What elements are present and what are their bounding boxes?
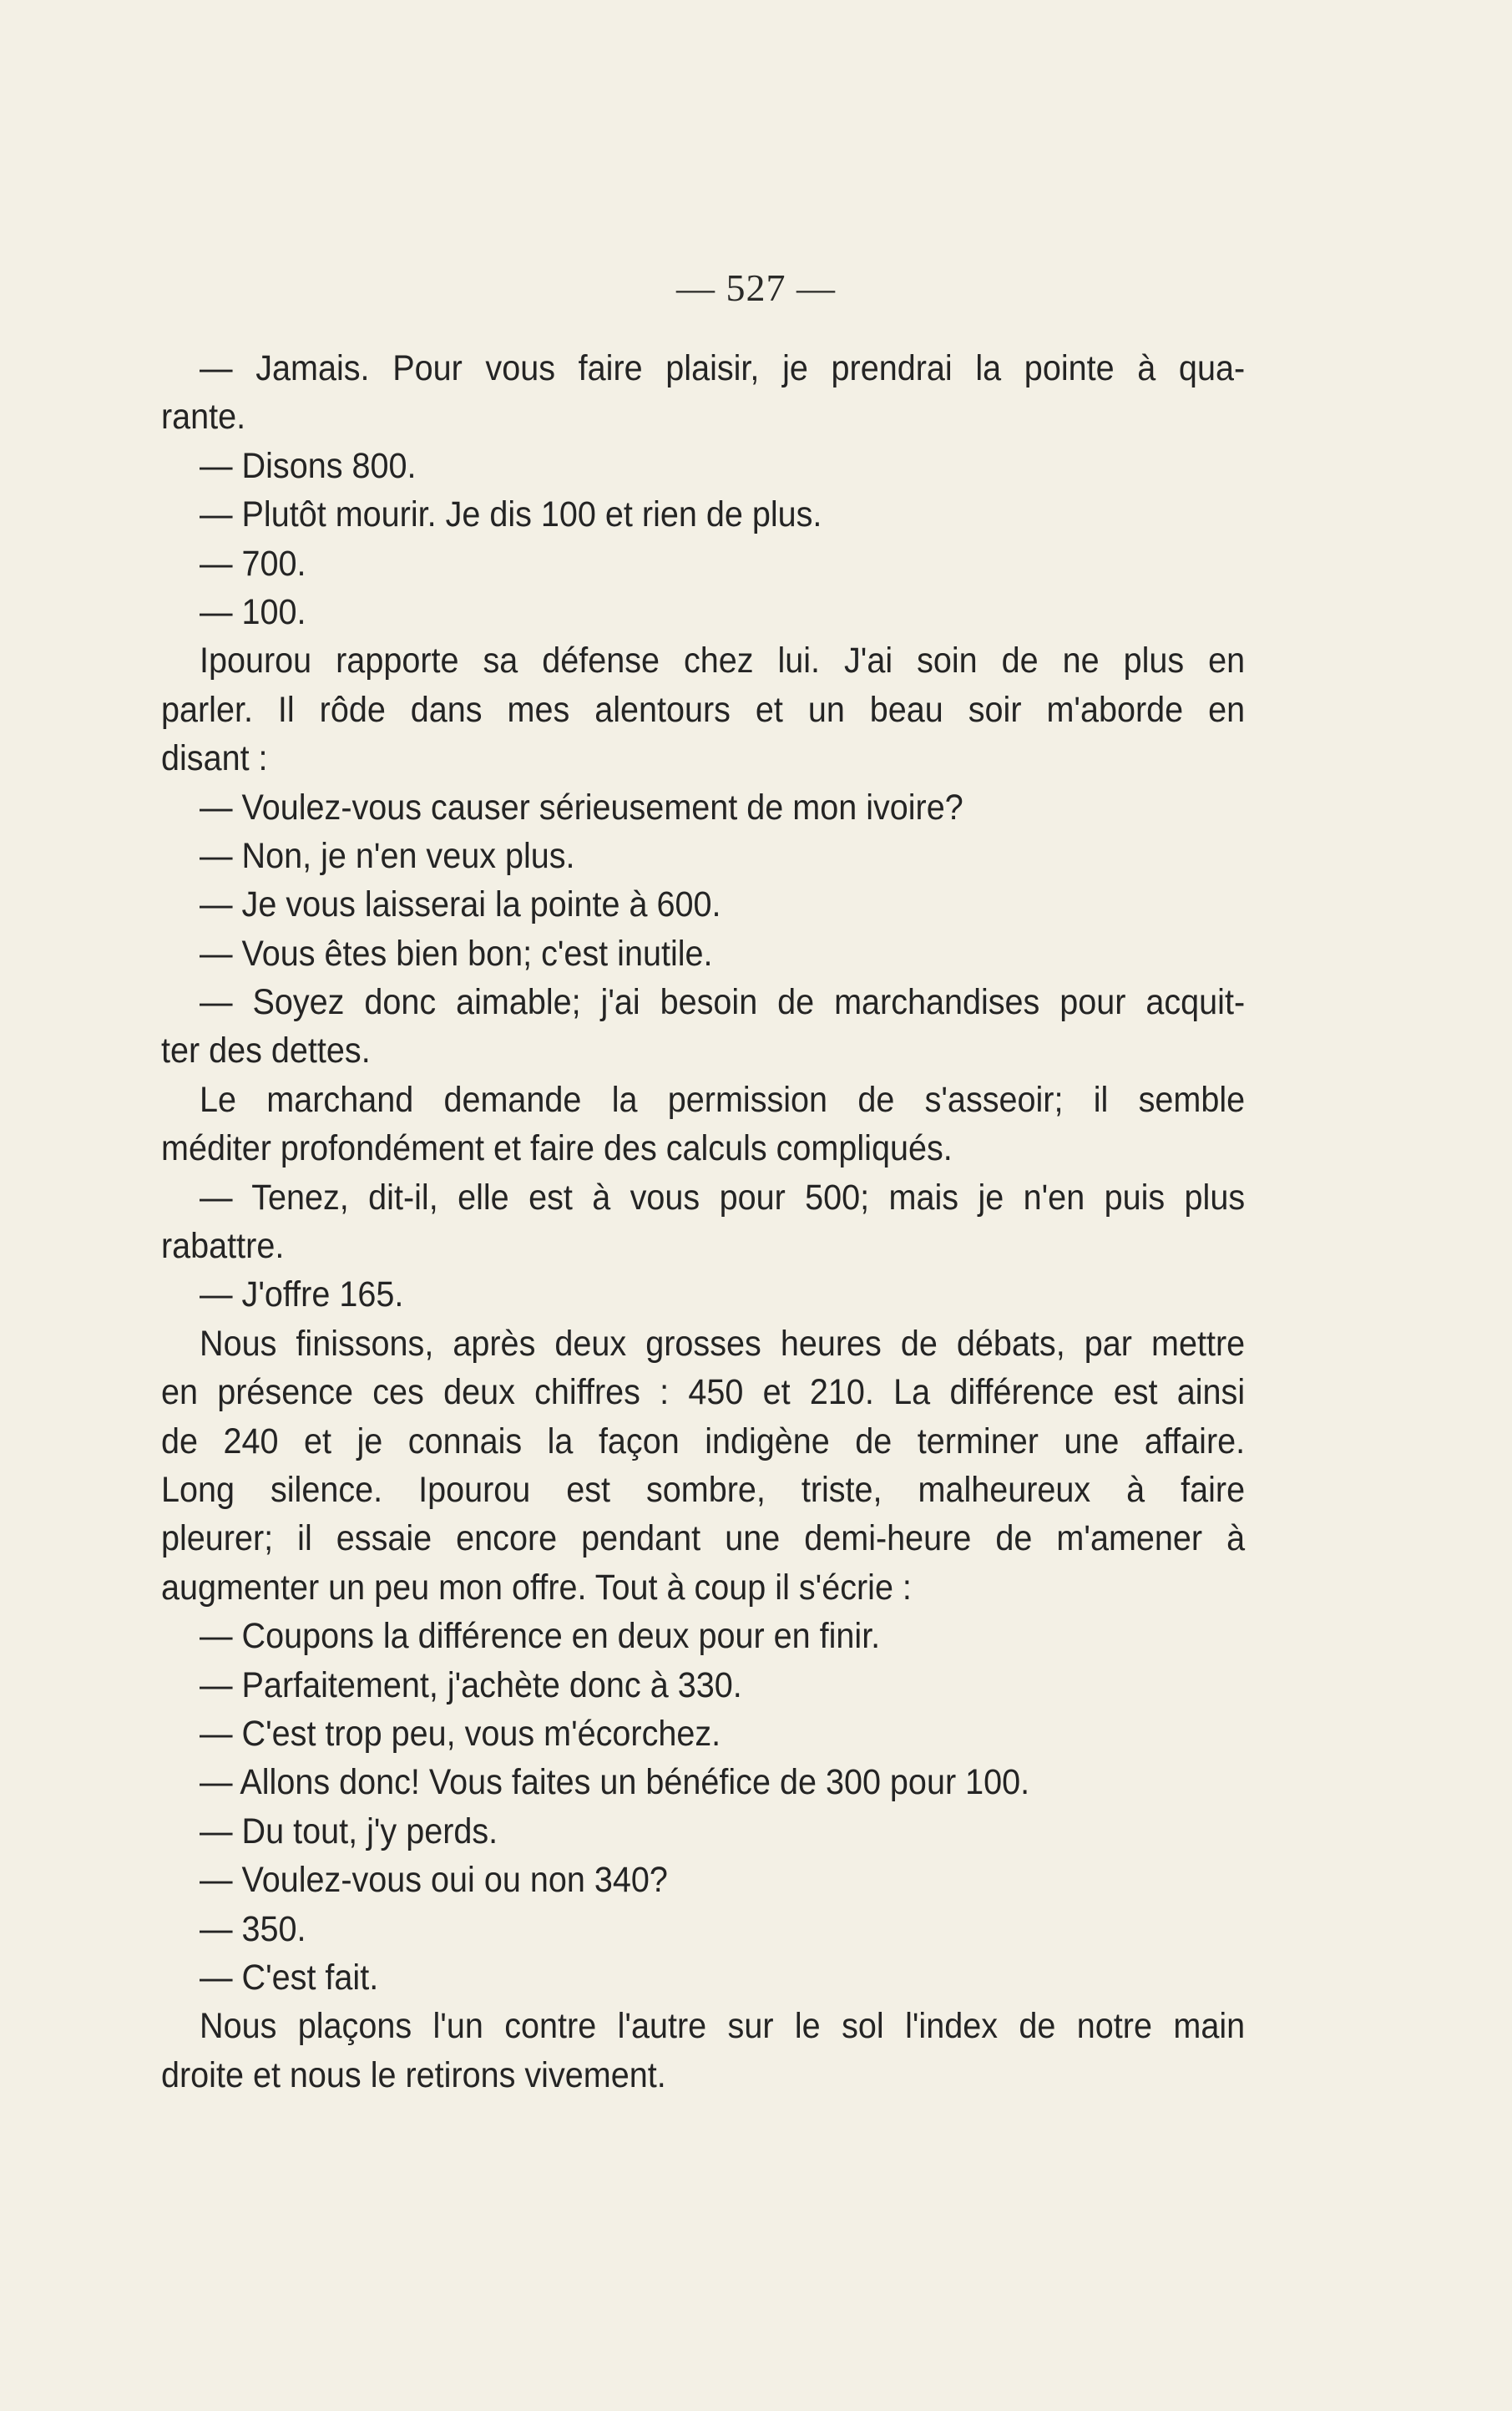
text-line: pleurer; il essaie encore pendant une demi-heure de m'amener à <box>161 1518 1246 1559</box>
text-line: — Je vous laisserai la pointe à 600. <box>200 884 721 925</box>
text-line: — Voulez-vous oui ou non 340? <box>200 1860 668 1901</box>
text-line: — 350. <box>200 1908 306 1949</box>
text-line: Le marchand demande la permission de s'asseoir; il semble <box>200 1079 1246 1120</box>
text-line: — Vous êtes bien bon; c'est inutile. <box>200 933 713 974</box>
text-line: — Parfaitement, j'achète donc à 330. <box>200 1664 742 1705</box>
text-line: — Jamais. Pour vous faire plaisir, je prendrai la pointe à qua- <box>200 348 1246 388</box>
text-line: Long silence. Ipourou est sombre, triste, malheureux à faire <box>161 1469 1246 1510</box>
text-line: ter des dettes. <box>161 1031 371 1071</box>
text-line: — Voulez-vous causer sérieusement de mon ivoire? <box>200 787 963 828</box>
text-line: disant : <box>161 738 268 779</box>
text-line: — Coupons la différence en deux pour en finir. <box>200 1616 881 1657</box>
text-line: — C'est trop peu, vous m'écorchez. <box>200 1713 721 1754</box>
text-line: — Plutôt mourir. Je dis 100 et rien de plus. <box>200 494 822 535</box>
text-line: — 700. <box>200 543 306 584</box>
text-line: — J'offre 165. <box>200 1274 404 1315</box>
text-line: rabattre. <box>161 1226 285 1267</box>
text-line: parler. Il rôde dans mes alentours et un beau soir m'aborde en <box>161 689 1246 730</box>
body-text <box>161 344 1245 2099</box>
text-line: — Soyez donc aimable; j'ai besoin de marchandises pour acquit- <box>200 982 1246 1023</box>
text-line: — C'est fait. <box>200 1957 379 1998</box>
page-number: — 527 — <box>676 266 836 309</box>
text-line: — 100. <box>200 591 306 632</box>
text-line: augmenter un peu mon offre. Tout à coup il s'écrie : <box>161 1567 912 1608</box>
text-line: — Allons donc! Vous faites un bénéfice de 300 pour 100. <box>200 1762 1030 1803</box>
text-line: — Non, je n'en veux plus. <box>200 835 575 876</box>
text-line: Nous plaçons l'un contre l'autre sur le sol l'index de notre main <box>200 2006 1246 2047</box>
text-line: Ipourou rapporte sa défense chez lui. J'ai soin de ne plus en <box>200 641 1246 681</box>
text-line: Nous finissons, après deux grosses heures de débats, par mettre <box>200 1323 1246 1364</box>
text-line: rante. <box>161 397 246 438</box>
text-line: — Du tout, j'y perds. <box>200 1811 498 1851</box>
text-line: droite et nous le retirons vivement. <box>161 2054 666 2095</box>
text-line: en présence ces deux chiffres : 450 et 210. La différence est ainsi <box>161 1372 1246 1413</box>
text-line: — Disons 800. <box>200 445 417 486</box>
text-line: méditer profondément et faire des calculs compliqués. <box>161 1128 953 1169</box>
text-line: de 240 et je connais la façon indigène de terminer une affaire. <box>161 1421 1246 1461</box>
text-line: — Tenez, dit-il, elle est à vous pour 500; mais je n'en puis plus <box>200 1177 1246 1218</box>
